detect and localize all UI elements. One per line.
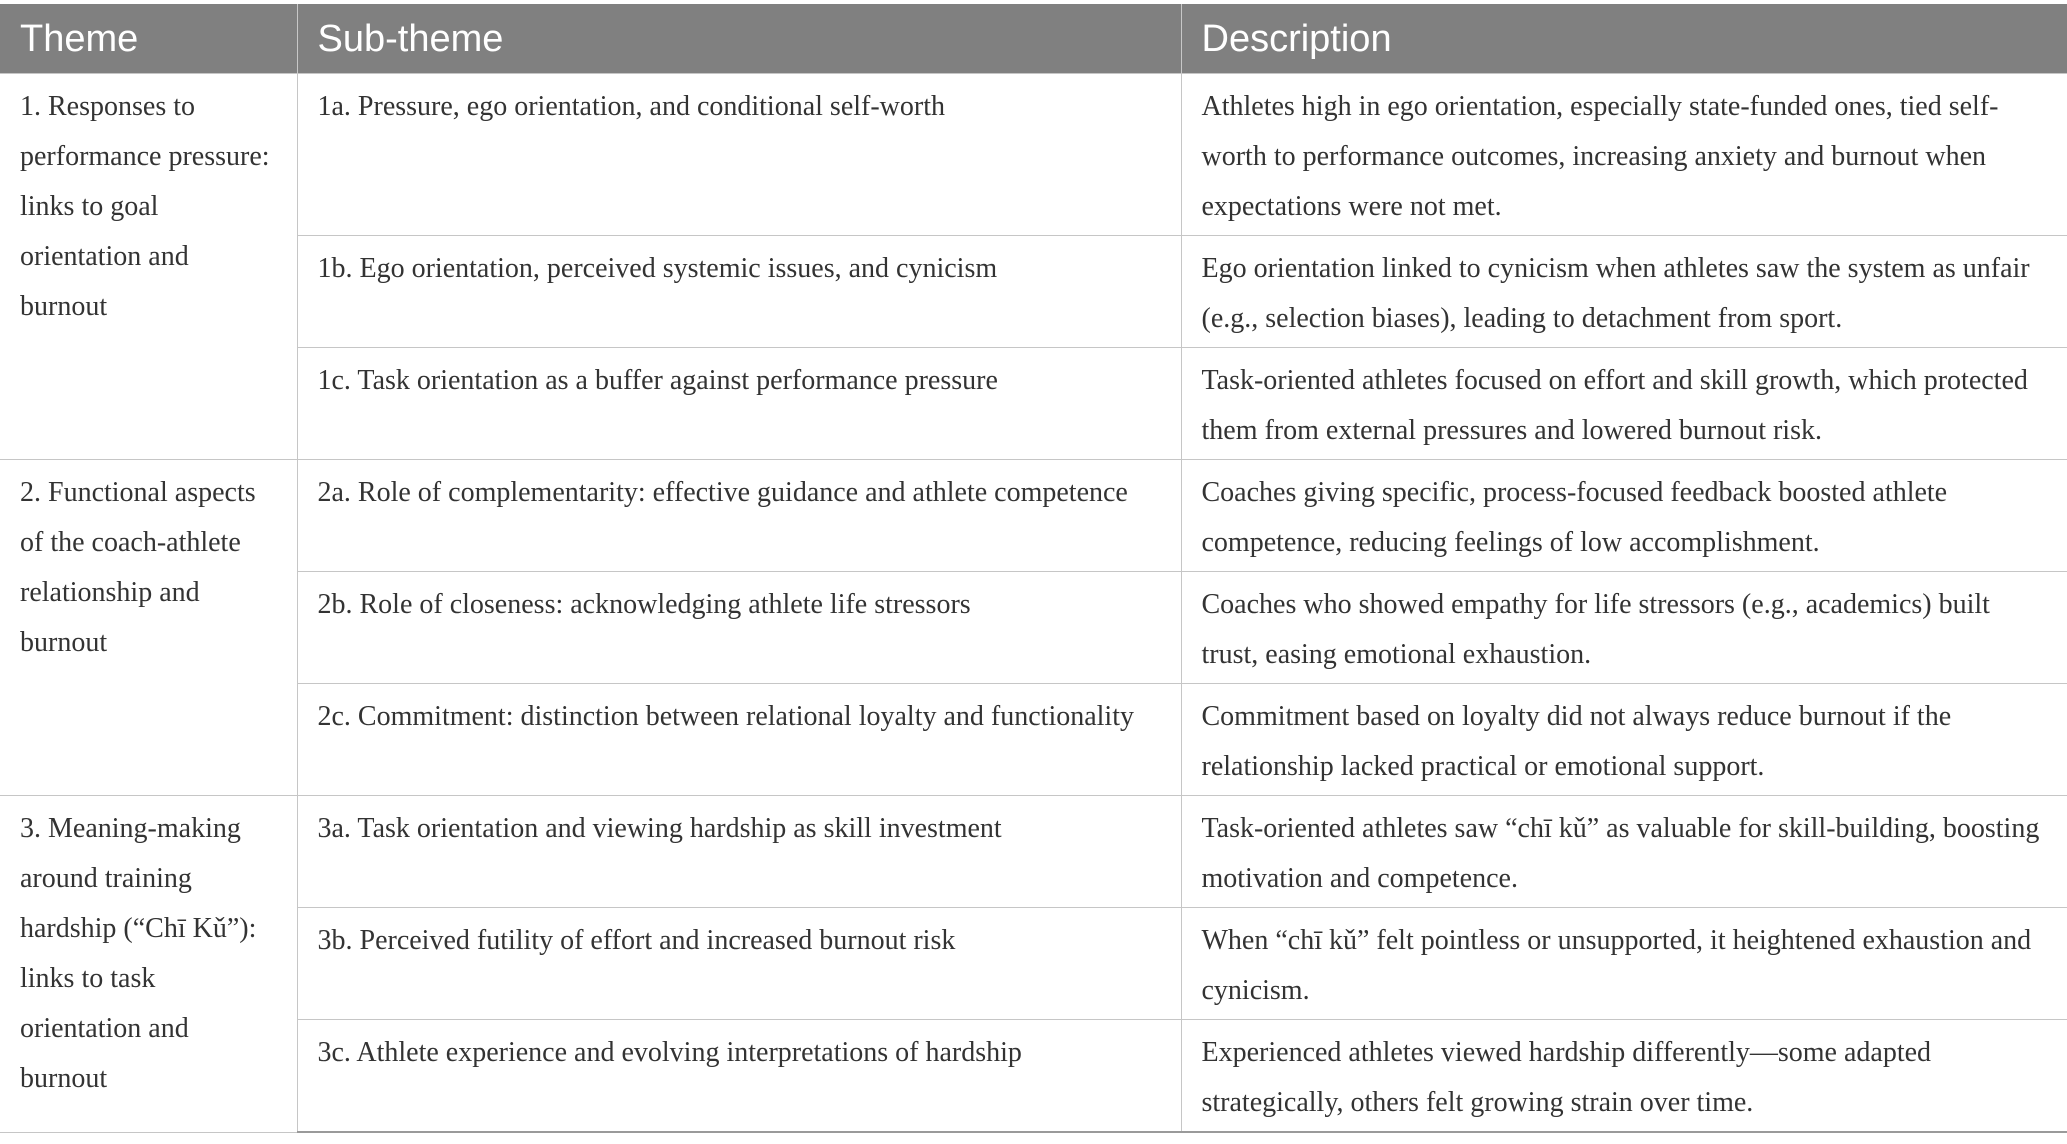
sub-theme-cell: 1c. Task orientation as a buffer against performance pressure bbox=[297, 348, 1181, 460]
table-row bbox=[0, 572, 2067, 684]
description-cell: Task-oriented athletes saw “chī kǔ” as valuable for skill-building, boosting motivation and competence. bbox=[1181, 796, 2067, 908]
table-row bbox=[0, 348, 2067, 460]
header-description: Description bbox=[1181, 4, 2067, 74]
description-cell: Experienced athletes viewed hardship differently—some adapted strategically, others felt growing strain over time. bbox=[1181, 1020, 2067, 1133]
description-cell: Ego orientation linked to cynicism when athletes saw the system as unfair (e.g., selection biases), leading to detachment from sport. bbox=[1181, 236, 2067, 348]
table-row bbox=[0, 684, 2067, 796]
header-sub-theme: Sub-theme bbox=[297, 4, 1181, 74]
sub-theme-cell: 2a. Role of complementarity: effective guidance and athlete competence bbox=[297, 460, 1181, 572]
theme-cell: 3. Meaning-making around training hardship (“Chī Kǔ”): links to task orientation and burnout bbox=[0, 796, 297, 1133]
header-row bbox=[0, 4, 2067, 74]
sub-theme-cell: 3c. Athlete experience and evolving interpretations of hardship bbox=[297, 1020, 1181, 1133]
description-cell: Coaches who showed empathy for life stressors (e.g., academics) built trust, easing emotional exhaustion. bbox=[1181, 572, 2067, 684]
description-cell: Commitment based on loyalty did not always reduce burnout if the relationship lacked practical or emotional support. bbox=[1181, 684, 2067, 796]
sub-theme-cell: 2c. Commitment: distinction between relational loyalty and functionality bbox=[297, 684, 1181, 796]
description-cell: Coaches giving specific, process-focused feedback boosted athlete competence, reducing feelings of low accomplishment. bbox=[1181, 460, 2067, 572]
sub-theme-cell: 3a. Task orientation and viewing hardship as skill investment bbox=[297, 796, 1181, 908]
description-cell: Task-oriented athletes focused on effort and skill growth, which protected them from external pressures and lowered burnout risk. bbox=[1181, 348, 2067, 460]
table-row bbox=[0, 796, 2067, 908]
sub-theme-cell: 1a. Pressure, ego orientation, and conditional self-worth bbox=[297, 74, 1181, 236]
themes-table bbox=[0, 4, 2067, 1133]
description-cell: When “chī kǔ” felt pointless or unsupported, it heightened exhaustion and cynicism. bbox=[1181, 908, 2067, 1020]
sub-theme-cell: 2b. Role of closeness: acknowledging athlete life stressors bbox=[297, 572, 1181, 684]
table-row bbox=[0, 460, 2067, 572]
sub-theme-cell: 3b. Perceived futility of effort and increased burnout risk bbox=[297, 908, 1181, 1020]
description-cell: Athletes high in ego orientation, especially state-funded ones, tied self-worth to performance outcomes, increasing anxiety and burnout when expectations were not met. bbox=[1181, 74, 2067, 236]
theme-cell: 1. Responses to performance pressure: links to goal orientation and burnout bbox=[0, 74, 297, 460]
table-row bbox=[0, 236, 2067, 348]
table-row bbox=[0, 908, 2067, 1020]
theme-cell: 2. Functional aspects of the coach-athlete relationship and burnout bbox=[0, 460, 297, 796]
header-theme: Theme bbox=[0, 4, 297, 74]
sub-theme-cell: 1b. Ego orientation, perceived systemic issues, and cynicism bbox=[297, 236, 1181, 348]
table-row bbox=[0, 1020, 2067, 1133]
table-row bbox=[0, 74, 2067, 236]
